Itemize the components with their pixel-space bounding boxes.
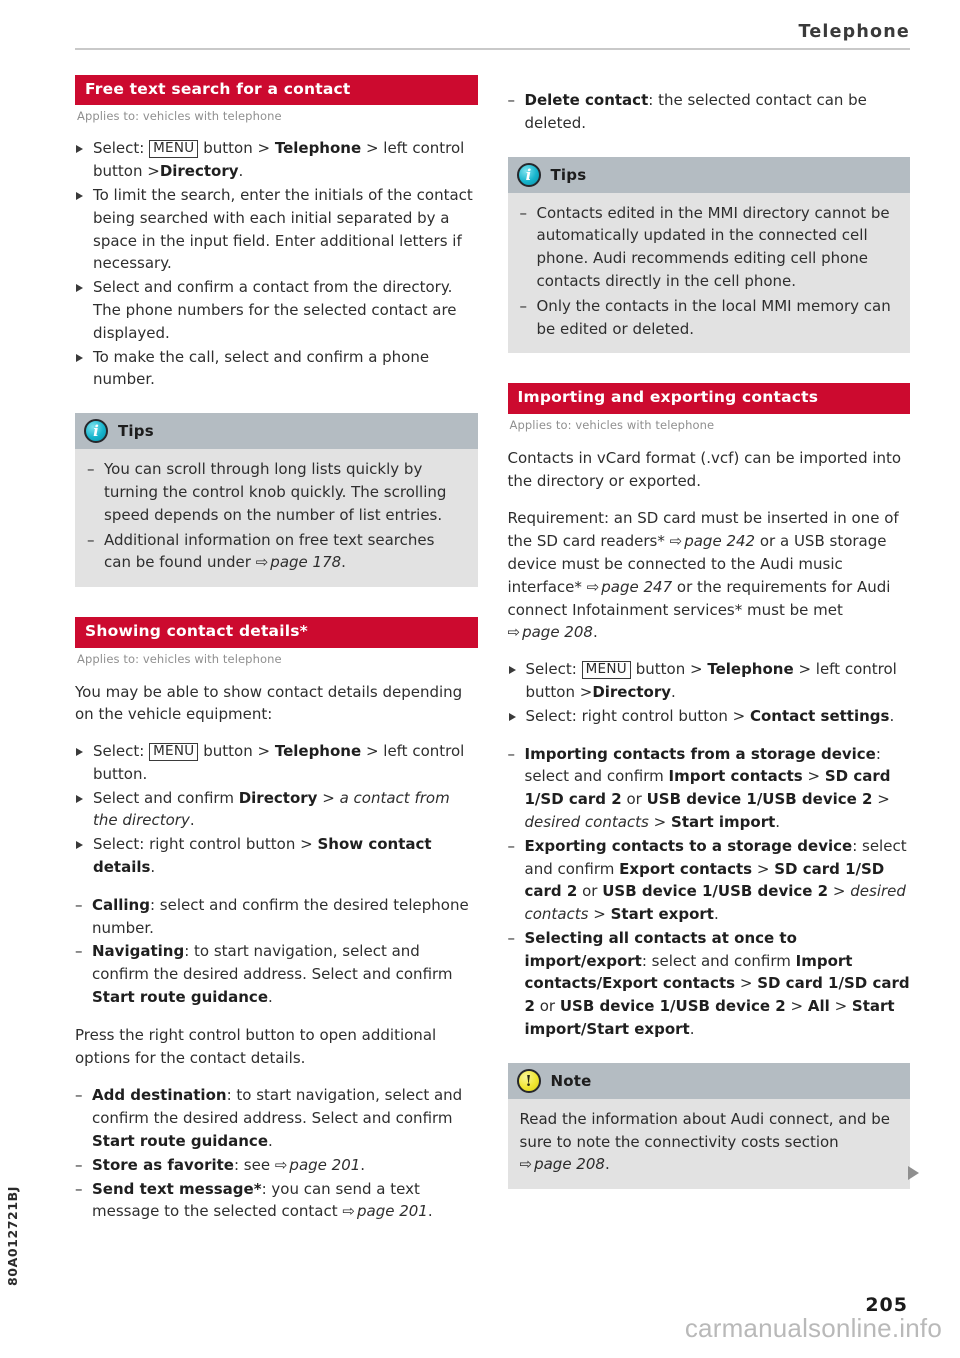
requirement-text: Requirement: an SD card must be inserted in one of the SD card readers*: [507, 509, 899, 551]
option-bold-start-route-guidance: Start route guidance: [92, 988, 268, 1007]
option-bold: Export contacts: [619, 859, 753, 878]
steps-importing-exporting: [508, 658, 911, 727]
step-text: Select and confirm: [93, 788, 234, 807]
step-item: [75, 137, 478, 183]
option-text: : the selected contact can be deleted.: [524, 91, 867, 132]
option-text: : select and confirm: [524, 744, 881, 786]
option-item-selecting-all-contacts: [508, 927, 911, 1041]
callout-title: Tips: [550, 165, 587, 184]
page-reference[interactable]: ⇨ page 201: [275, 1156, 360, 1174]
option-text: : you can send a text message to the selected contact: [92, 1179, 420, 1221]
page-columns: [75, 75, 910, 1275]
step-item: [75, 787, 478, 833]
watermark: carmanualsonline.info: [684, 1313, 942, 1343]
step-text: > left control button.: [93, 742, 465, 783]
callout-title: Tips: [118, 422, 154, 441]
option-bold: Start import: [671, 812, 776, 831]
option-sep: >: [653, 812, 667, 831]
option-label: Store as favorite: [92, 1155, 234, 1174]
part-number: 80A012721BJ: [5, 1185, 20, 1286]
applies-to-note-1: Applies to: vehicles with telephone: [77, 109, 282, 124]
option-sep: >: [790, 997, 804, 1016]
step-text: button >: [635, 660, 703, 679]
option-bold: SD card 1/SD card 2: [524, 974, 910, 1016]
right-column: [508, 75, 911, 1275]
steps-showing-contact-details: [75, 740, 478, 879]
option-bold-start-route-guidance: Start route guidance: [92, 1132, 268, 1151]
tips-callout-2: [508, 157, 911, 354]
header-rule: [75, 48, 910, 50]
import-export-options: [508, 743, 911, 1041]
requirement-paragraph: [508, 507, 911, 644]
option-text: : see: [233, 1155, 271, 1174]
menu-key: MENU: [582, 661, 631, 679]
step-italic-contact: a contact from the directory: [93, 788, 450, 830]
option-item-importing-contacts: [508, 743, 911, 834]
continuation-arrow-icon: [908, 1166, 919, 1180]
step-bold-directory: Directory: [592, 682, 672, 701]
step-item: [508, 658, 911, 704]
option-italic: desired contacts: [524, 812, 649, 831]
step-text: button >: [203, 139, 271, 158]
callout-header: [75, 413, 478, 449]
step-item: To make the call, select and confirm a phone number.: [75, 346, 478, 392]
step-bold-directory: Directory: [159, 162, 239, 181]
callout-item: [87, 529, 464, 575]
step-text: > left control button >: [525, 660, 897, 701]
option-label: Calling: [92, 895, 150, 914]
option-bold: Import contacts: [668, 767, 803, 786]
step-item: [508, 705, 911, 728]
step-text: >: [322, 788, 335, 807]
option-text: : to start navigation, select and confirm the desired address. Select and confirm: [92, 942, 453, 984]
left-column: [75, 75, 478, 1275]
option-bold: SD card 1/SD card 2: [524, 859, 885, 901]
requirement-text: or a USB storage device must be connected to the Audi music interface*: [507, 532, 887, 596]
option-item-delete-contact: [508, 89, 911, 135]
option-text: .: [689, 1020, 695, 1039]
option-bold: USB device 1/USB device 2: [646, 790, 873, 809]
option-label: Selecting all contacts at once to import/export: [524, 928, 797, 970]
callout-item: – You can scroll through long lists quickly by turning the control knob quickly. The scrolling speed depends on the number of list entries.: [87, 458, 464, 526]
step-item: [75, 740, 478, 786]
callout-header: [508, 1063, 911, 1099]
option-label: Exporting contacts to a storage device: [524, 836, 853, 855]
intro-paragraph: You may be able to show contact details depending on the vehicle equipment:: [75, 682, 463, 724]
option-italic: desired contacts: [524, 882, 906, 924]
page-reference[interactable]: ⇨ page 208: [520, 1155, 605, 1173]
menu-key: MENU: [149, 743, 198, 761]
option-sep: >: [739, 974, 753, 993]
option-text: or: [582, 882, 598, 901]
callout-body: [75, 449, 478, 587]
option-text: : select and confirm the desired telephone number.: [92, 895, 469, 937]
step-bold-directory: Directory: [238, 788, 318, 807]
step-item: Select and confirm a contact from the directory. The phone numbers for the selected contact are displayed.: [75, 276, 478, 344]
callout-text: Additional information on free text searches can be found under: [104, 530, 435, 572]
step-text: Select: right control button >: [93, 835, 313, 854]
step-text: .: [238, 162, 244, 181]
step-bold-contact-settings: Contact settings: [749, 706, 890, 725]
step-text: Select:: [93, 139, 145, 158]
section-heading-showing-contact-details: Showing contact details*: [75, 617, 478, 647]
option-text: : select and confirm: [641, 951, 791, 970]
option-item-store-as-favorite: [75, 1154, 478, 1177]
page-reference[interactable]: ⇨ page 201: [342, 1202, 427, 1220]
step-bold-telephone: Telephone: [274, 742, 362, 761]
step-text: Select: right control button >: [525, 706, 746, 725]
callout-text: .: [341, 553, 346, 572]
option-text: .: [268, 988, 273, 1007]
page-reference[interactable]: ⇨ page 208: [508, 623, 593, 641]
option-text: or: [539, 997, 556, 1016]
option-bold: SD card 1/SD card 2: [524, 767, 891, 809]
callout-body: [508, 193, 911, 354]
step-text: .: [150, 858, 156, 877]
option-sep: >: [834, 997, 848, 1016]
step-text: .: [189, 811, 195, 830]
step-text: .: [671, 682, 676, 701]
additional-options-paragraph: Press the right control button to open additional options for the contact details.: [75, 1025, 437, 1067]
page-number: 205: [865, 1294, 908, 1316]
option-item-exporting-contacts: [508, 835, 911, 926]
option-label: Navigating: [92, 942, 185, 961]
step-item: To limit the search, enter the initials of the contact being searched with each initial separated by a space in the input field. Enter additional letters if necessary.: [75, 184, 478, 275]
option-sep: >: [593, 905, 606, 924]
option-item-calling: [75, 894, 478, 940]
callout-body: [508, 1099, 911, 1189]
option-bold: Start export: [610, 905, 714, 924]
page-reference[interactable]: ⇨ page 242: [670, 532, 755, 550]
requirement-text: or the requirements for Audi connect Infotainment services* must be met: [507, 577, 891, 619]
option-text: .: [427, 1202, 433, 1221]
additional-options-list: [75, 1084, 478, 1223]
option-text: .: [360, 1155, 366, 1174]
option-item-navigating: [75, 940, 478, 1008]
option-sep: >: [756, 859, 770, 878]
section-heading-free-text-search: Free text search for a contact: [75, 75, 478, 105]
option-text: .: [713, 905, 719, 924]
option-label: Send text message*: [92, 1179, 262, 1198]
option-sep: >: [832, 882, 846, 901]
step-text: button >: [203, 742, 271, 761]
step-text: .: [889, 706, 895, 725]
step-bold-telephone: Telephone: [707, 660, 794, 679]
step-bold-show-contact-details: Show contact details: [93, 835, 432, 877]
callout-header: [508, 157, 911, 193]
vcard-paragraph: Contacts in vCard format (.vcf) can be imported into the directory or exported.: [507, 448, 902, 490]
callout-title: Note: [550, 1071, 592, 1090]
option-label: Delete contact: [524, 91, 649, 109]
applies-to-note-2: Applies to: vehicles with telephone: [77, 651, 282, 666]
info-icon: i: [517, 163, 541, 187]
note-callout: [508, 1063, 911, 1189]
callout-item: – Contacts edited in the MMI directory cannot be automatically updated in the connected cell phone. Audi recommends editing cell phone contacts directly in the cell phone.: [520, 202, 897, 293]
step-text: > left control button >: [93, 139, 465, 181]
step-text: Select:: [525, 660, 577, 679]
option-text: .: [775, 812, 781, 831]
contact-detail-options: [75, 894, 478, 1009]
option-bold: Start import/Start export: [524, 997, 895, 1039]
callout-item: – Only the contacts in the local MMI memory can be edited or deleted.: [520, 295, 897, 341]
option-text: : select and confirm: [524, 836, 907, 878]
step-item: [75, 833, 478, 879]
option-bold: Import contacts/Export contacts: [524, 951, 853, 993]
page-reference[interactable]: ⇨ page 247: [587, 578, 672, 596]
option-text: or: [626, 790, 642, 809]
tips-callout-1: [75, 413, 478, 587]
step-text: Select:: [93, 742, 145, 761]
page-title: Telephone: [798, 22, 910, 42]
option-text: .: [268, 1132, 273, 1151]
option-sep: >: [877, 790, 890, 809]
page-header: [75, 22, 910, 50]
warning-icon: !: [517, 1069, 541, 1093]
option-bold: USB device 1/USB device 2: [559, 997, 786, 1016]
option-label: Add destination: [92, 1086, 227, 1105]
option-item-add-destination: [75, 1084, 478, 1152]
option-bold: All: [807, 997, 830, 1016]
option-bold: USB device 1/USB device 2: [602, 882, 829, 901]
option-sep: >: [807, 767, 821, 786]
option-item-send-text-message: [75, 1178, 478, 1224]
requirement-text: .: [592, 623, 598, 642]
callout-text: Read the information about Audi connect, and be sure to note the connectivity costs section: [519, 1109, 891, 1151]
menu-key: MENU: [149, 140, 198, 158]
callout-item: [520, 1108, 897, 1176]
section-heading-importing-exporting: Importing and exporting contacts: [508, 383, 911, 413]
callout-text: .: [604, 1155, 610, 1174]
option-text: : to start navigation, select and confirm the desired address. Select and confirm: [92, 1086, 463, 1128]
step-bold-telephone: Telephone: [274, 139, 362, 158]
steps-free-text-search: [75, 137, 478, 391]
applies-to-note-3: Applies to: vehicles with telephone: [509, 417, 715, 432]
page-reference[interactable]: ⇨ page 178: [256, 553, 341, 571]
info-icon: i: [84, 419, 108, 443]
option-label: Importing contacts from a storage device: [524, 744, 876, 763]
